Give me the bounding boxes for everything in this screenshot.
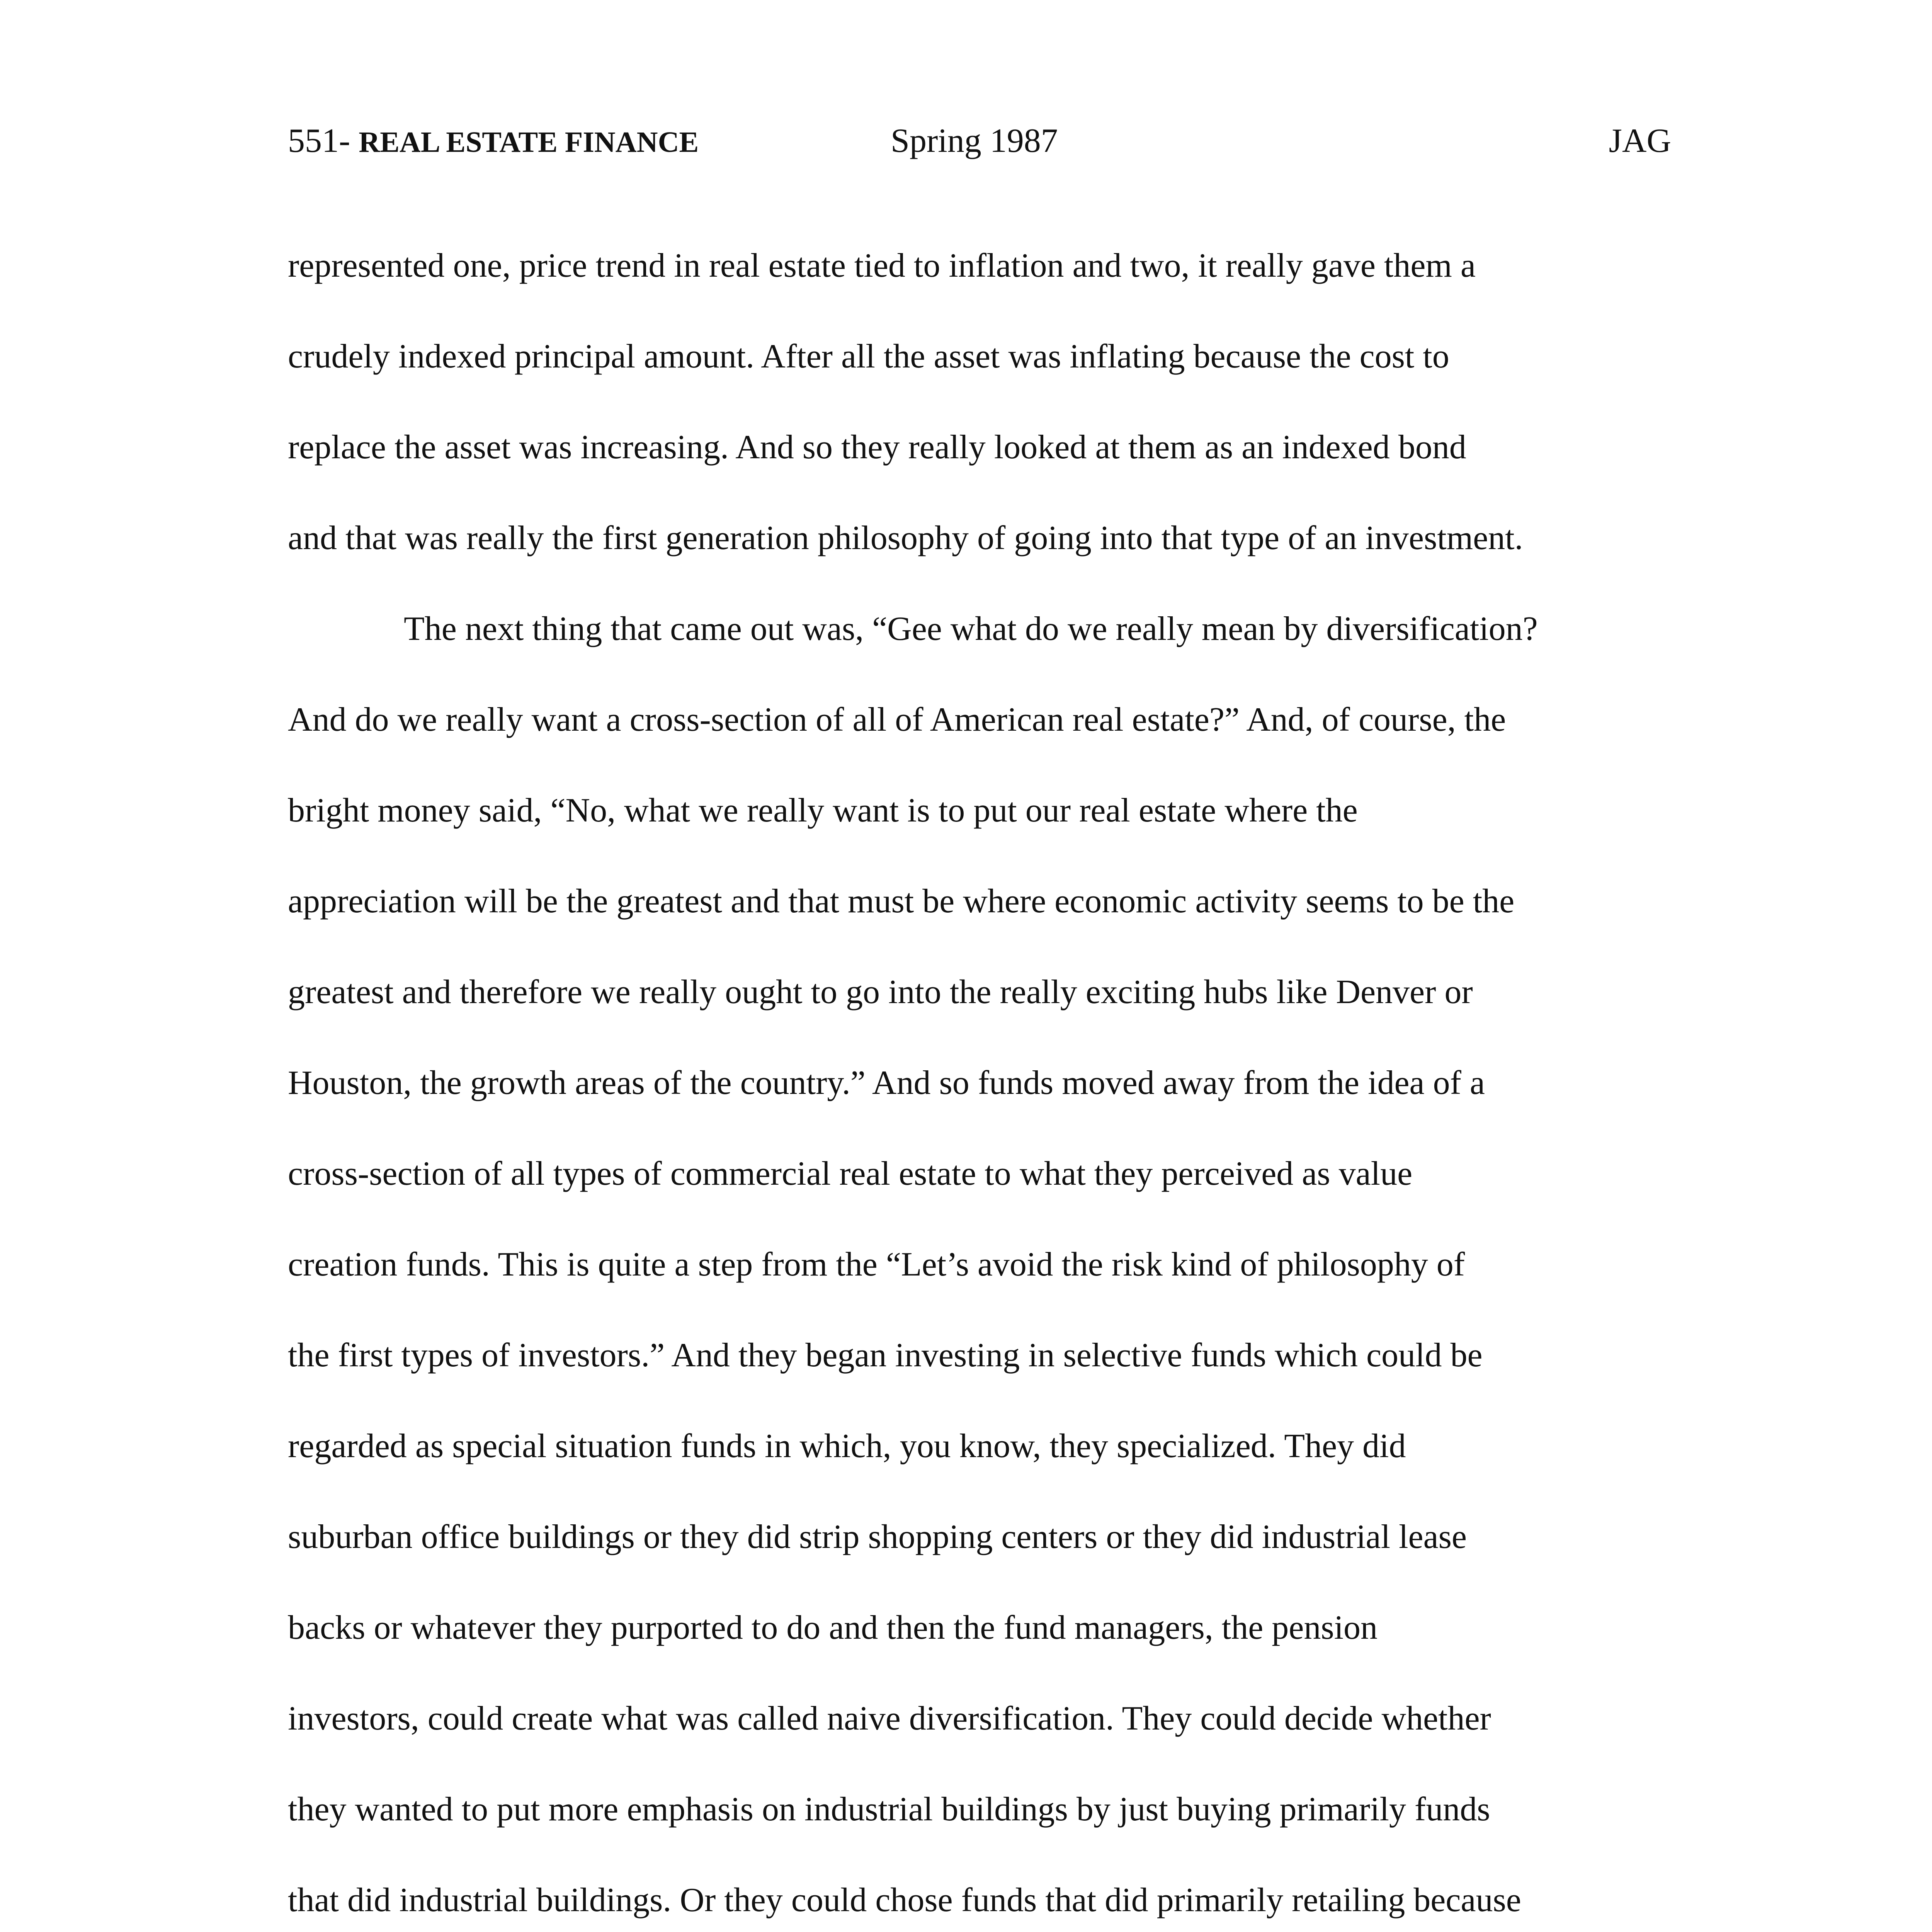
text-line: replace the asset was increasing. And so they really looked at them as an indexed bond bbox=[288, 429, 1466, 466]
text-line: they wanted to put more emphasis on industrial buildings by just buying primarily funds bbox=[288, 1791, 1490, 1828]
text-line: bright money said, “No, what we really want is to put our real estate where the bbox=[288, 792, 1358, 829]
text-line: cross-section of all types of commercial real estate to what they perceived as value bbox=[288, 1155, 1413, 1192]
text-line: crudely indexed principal amount. After all the asset was inflating because the cost to bbox=[288, 338, 1449, 375]
text-line: appreciation will be the greatest and that must be where economic activity seems to be the bbox=[288, 883, 1515, 920]
text-line: backs or whatever they purported to do and then the fund managers, the pension bbox=[288, 1609, 1378, 1646]
text-line: greatest and therefore we really ought to go into the really exciting hubs like Denver or bbox=[288, 973, 1473, 1011]
text-line: creation funds. This is quite a step from the “Let’s avoid the risk kind of philosophy of bbox=[288, 1246, 1465, 1283]
course-title bbox=[288, 116, 699, 167]
text-line: represented one, price trend in real estate tied to inflation and two, it really gave them a bbox=[288, 247, 1476, 284]
course-name: REAL ESTATE FINANCE bbox=[359, 126, 699, 158]
text-line: regarded as special situation funds in which, you know, they specialized. They did bbox=[288, 1427, 1406, 1465]
term-label: Spring 1987 bbox=[891, 122, 1058, 160]
author-initials: JAG bbox=[1609, 122, 1671, 160]
text-line: And do we really want a cross-section of all of American real estate?” And, of course, the bbox=[288, 701, 1506, 738]
text-line: Houston, the growth areas of the country.” And so funds moved away from the idea of a bbox=[288, 1064, 1485, 1102]
page-header bbox=[288, 116, 1671, 166]
transcript-body bbox=[288, 220, 1671, 1932]
text-line: that did industrial buildings. Or they could chose funds that did primarily retailing because bbox=[288, 1881, 1521, 1919]
text-line: investors, could create what was called naive diversification. They could decide whether bbox=[288, 1700, 1491, 1737]
course-number: 551- bbox=[288, 122, 350, 160]
text-line: suburban office buildings or they did strip shopping centers or they did industrial lease bbox=[288, 1518, 1467, 1556]
text-line: and that was really the first generation philosophy of going into that type of an investment. bbox=[288, 519, 1523, 557]
paragraph-first-line: The next thing that came out was, “Gee what do we really mean by diversification? bbox=[404, 610, 1538, 648]
text-line: the first types of investors.” And they began investing in selective funds which could be bbox=[288, 1337, 1483, 1374]
